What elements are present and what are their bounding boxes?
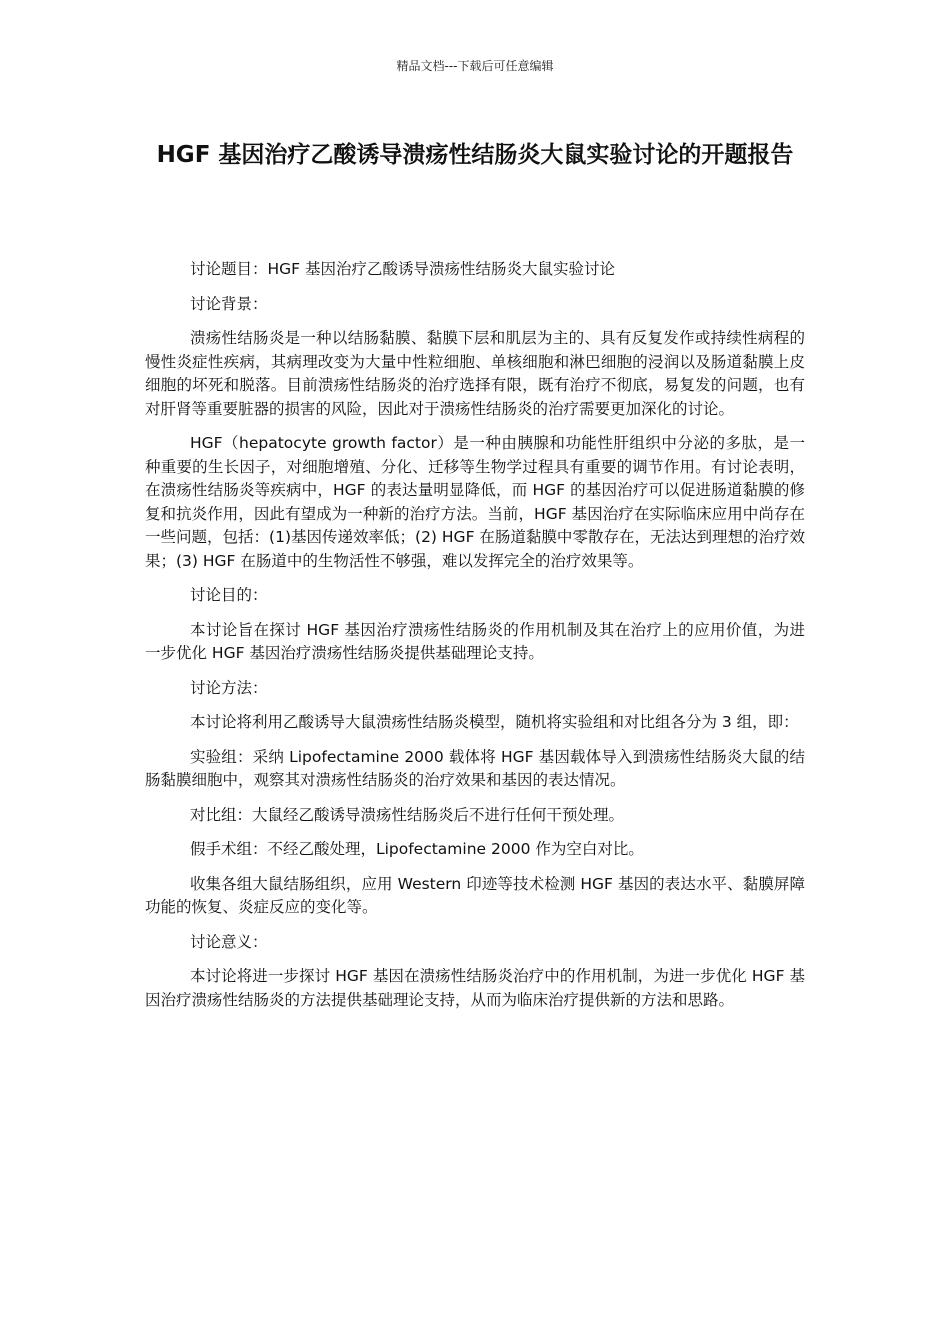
paragraph-background-hgf: HGF（hepatocyte growth factor）是一种由胰腺和功能性肝组织中分泌的多肽，是一种重要的生长因子，对细胞增殖、分化、迁移等生物学过程具有重要的调节作用。有讨论表明，在溃疡性结肠炎等疾病中，HGF 的表达量明显降低，而 HGF 的基因治疗可以促进肠道黏膜的修复和抗炎作用，因此有望成为一种新的治疗方法。当前，HGF 基因治疗在实际临床应用中尚存在一些问题，包括：(1)基因传递效率低；(2) HGF 在肠道黏膜中零散存在，无法达到理想的治疗效果；(3) HGF 在肠道中的生物活性不够强，难以发挥完全的治疗效果等。 — [145, 434, 805, 570]
paragraph-sample-collection: 收集各组大鼠结肠组织，应用 Western 印迹等技术检测 HGF 基因的表达水平、黏膜屏障功能的恢复、炎症反应的变化等。 — [145, 874, 805, 916]
document-title: HGF 基因治疗乙酸诱导溃疡性结肠炎大鼠实验讨论的开题报告 — [156, 142, 794, 168]
paragraph-topic: 讨论题目：HGF 基因治疗乙酸诱导溃疡性结肠炎大鼠实验讨论 — [189, 260, 615, 278]
paragraph-methods-intro: 本讨论将利用乙酸诱导大鼠溃疡性结肠炎模型，随机将实验组和对比组各分为 3 组，即： — [189, 713, 799, 731]
paragraph-sham-group: 假手术组：不经乙酸处理，Lipofectamine 2000 作为空白对比。 — [189, 840, 644, 858]
paragraph-experimental-group: 实验组：采纳 Lipofectamine 2000 载体将 HGF 基因载体导入到溃疡性结肠炎大鼠的结肠黏膜细胞中，观察其对溃疡性结肠炎的治疗效果和基因的表达情况。 — [145, 747, 805, 789]
heading-methods: 讨论方法： — [189, 678, 268, 697]
page-header-watermark: 精品文档---下载后可任意编辑 — [396, 59, 554, 73]
paragraph-control-group: 对比组：大鼠经乙酸诱导溃疡性结肠炎后不进行任何干预处理。 — [189, 805, 624, 824]
heading-background: 讨论背景： — [189, 294, 268, 313]
heading-significance: 讨论意义： — [189, 932, 268, 951]
paragraph-significance: 本讨论将进一步探讨 HGF 基因在溃疡性结肠炎治疗中的作用机制，为进一步优化 HGF 基因治疗溃疡性结肠炎的方法提供基础理论支持，从而为临床治疗提供新的方法和思路。 — [145, 967, 805, 1009]
paragraph-purpose: 本讨论旨在探讨 HGF 基因治疗溃疡性结肠炎的作用机制及其在治疗上的应用价值，为进一步优化 HGF 基因治疗溃疡性结肠炎提供基础理论支持。 — [145, 620, 805, 662]
paragraph-background-uc: 溃疡性结肠炎是一种以结肠黏膜、黏膜下层和肌层为主的、具有反复发作或持续性病程的慢性炎症性疾病，其病理改变为大量中性粒细胞、单核细胞和淋巴细胞的浸润以及肠道黏膜上皮细胞的坏死和脱落。目前溃疡性结肠炎的治疗选择有限，既有治疗不彻底，易复发的问题，也有对肝肾等重要脏器的损害的风险，因此对于溃疡性结肠炎的治疗需要更加深化的讨论。 — [145, 329, 805, 418]
document-body — [145, 258, 805, 1023]
heading-purpose: 讨论目的： — [189, 586, 268, 604]
